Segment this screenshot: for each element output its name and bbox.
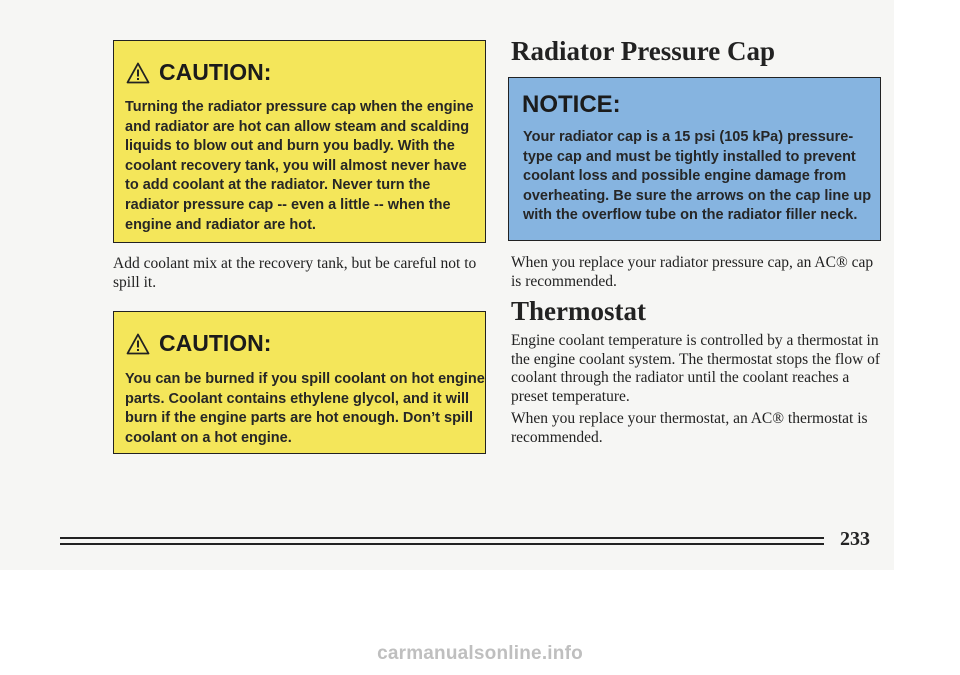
warning-triangle-icon [126, 333, 150, 355]
caution-box-spill-coolant [113, 311, 486, 454]
warning-triangle-icon [126, 62, 150, 84]
footer-rule-bottom [60, 543, 824, 545]
add-coolant-paragraph: Add coolant mix at the recovery tank, but be careful not to spill it. [113, 255, 477, 291]
thermostat-paragraph-1: Engine coolant temperature is controlled by a thermostat in the engine coolant system. The thermostat stops the flow of coolant through the radiator until the coolant reaches a preset temperature. [511, 332, 881, 405]
radiator-pressure-cap-heading: Radiator Pressure Cap [511, 36, 776, 66]
footer-rule-top [60, 537, 824, 539]
thermostat-heading: Thermostat [511, 296, 646, 326]
page-number: 233 [840, 528, 870, 550]
caution-box-radiator-cap [113, 40, 486, 243]
caution-text: You can be burned if you spill coolant on hot engine parts. Coolant contains ethylene glycol, and it will burn if the engine parts are hot enough. Don’t spill coolant on a hot engine. [125, 371, 485, 446]
notice-box [508, 77, 881, 241]
thermostat-paragraph-2: When you replace your thermostat, an AC® thermostat is recommended. [511, 410, 868, 446]
caution-title-text: CAUTION: [159, 59, 272, 85]
watermark-text: carmanualsonline.info [377, 643, 583, 664]
notice-text: Your radiator cap is a 15 psi (105 kPa) pressure-type cap and must be tightly installed to prevent coolant loss and possible engine damage from overheating. Be sure the arrows on the cap line up with the overflow tube on the radiator filler neck. [523, 129, 872, 224]
caution-title [126, 330, 271, 357]
notice-title: NOTICE: [522, 91, 621, 118]
caution-title-text: CAUTION: [159, 330, 272, 356]
caution-text: Turning the radiator pressure cap when the engine and radiator are hot can allow steam and scalding liquids to blow out and burn you badly. With the coolant recovery tank, you will almost never have to add coolant at the radiator. Never turn the radiator pressure cap -- even a little -- when the engine and radiator are hot. [125, 99, 474, 233]
radiator-cap-paragraph: When you replace your radiator pressure cap, an AC® cap is recommended. [511, 254, 874, 290]
caution-title [126, 59, 271, 86]
